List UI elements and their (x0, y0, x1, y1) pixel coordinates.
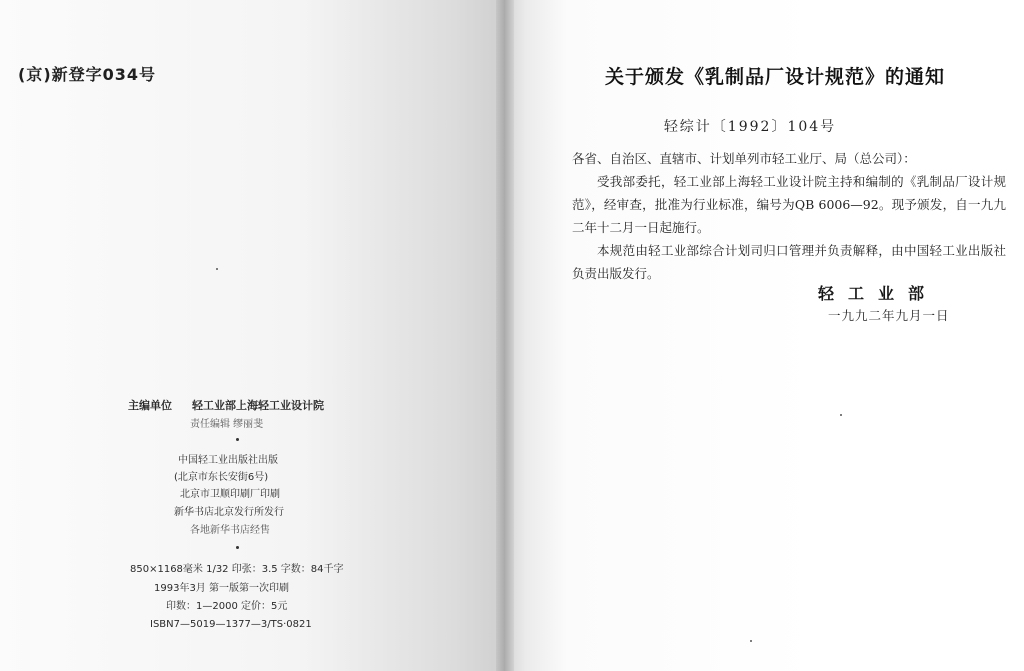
responsible-editor: 责任编辑 缪丽斐 (190, 419, 264, 430)
paper-speck (840, 414, 842, 416)
distributor: 新华书店北京发行所发行 (174, 507, 284, 518)
format-line: 850×1168毫米 1/32 印张：3.5 字数：84千字 (130, 564, 344, 575)
printer: 北京市卫顺印刷厂印刷 (180, 489, 280, 500)
book-gutter (496, 0, 514, 671)
retailer: 各地新华书店经售 (190, 525, 270, 536)
right-page (505, 0, 1024, 671)
publisher: 中国轻工业出版社出版 (178, 455, 278, 466)
separator-dot (236, 438, 239, 441)
registration-number: (京)新登字034号 (18, 65, 157, 84)
document-number: 轻综计〔1992〕104号 (663, 119, 837, 135)
edition-line: 1993年3月 第一版第一次印刷 (154, 583, 289, 594)
editor-unit: 轻工业部上海轻工业设计院 (192, 399, 324, 412)
isbn-line: ISBN7—5019—1377—3/TS·0821 (150, 619, 312, 630)
notice-paragraph-2: 本规范由轻工业部综合计划司归口管理并负责解释，由中国轻工业出版社负责出版发行。 (572, 243, 1006, 281)
signer: 轻工业部 (818, 284, 939, 303)
notice-body (572, 147, 1006, 285)
notice-paragraph-1: 受我部委托，轻工业部上海轻工业设计院主持和编制的《乳制品厂设计规范》，经审查，批准为行业标准，编号为QB 6006—92。现予颁发，自一九九二年十二月一日起施行。 (572, 174, 1006, 235)
left-page (0, 0, 505, 671)
print-run-line: 印数：1—2000 定价：5元 (166, 601, 288, 612)
paper-speck (750, 640, 752, 642)
recipients-line: 各省、自治区、直辖市、计划单列市轻工业厅、局（总公司）： (572, 151, 916, 166)
publisher-address: (北京市东长安街6号) (174, 472, 269, 483)
separator-dot (236, 546, 239, 549)
paper-speck (216, 268, 218, 270)
editor-unit-label: 主编单位 (128, 399, 172, 412)
notice-title: 关于颁发《乳制品厂设计规范》的通知 (604, 66, 945, 88)
signature-date: 一九九二年九月一日 (828, 308, 950, 323)
